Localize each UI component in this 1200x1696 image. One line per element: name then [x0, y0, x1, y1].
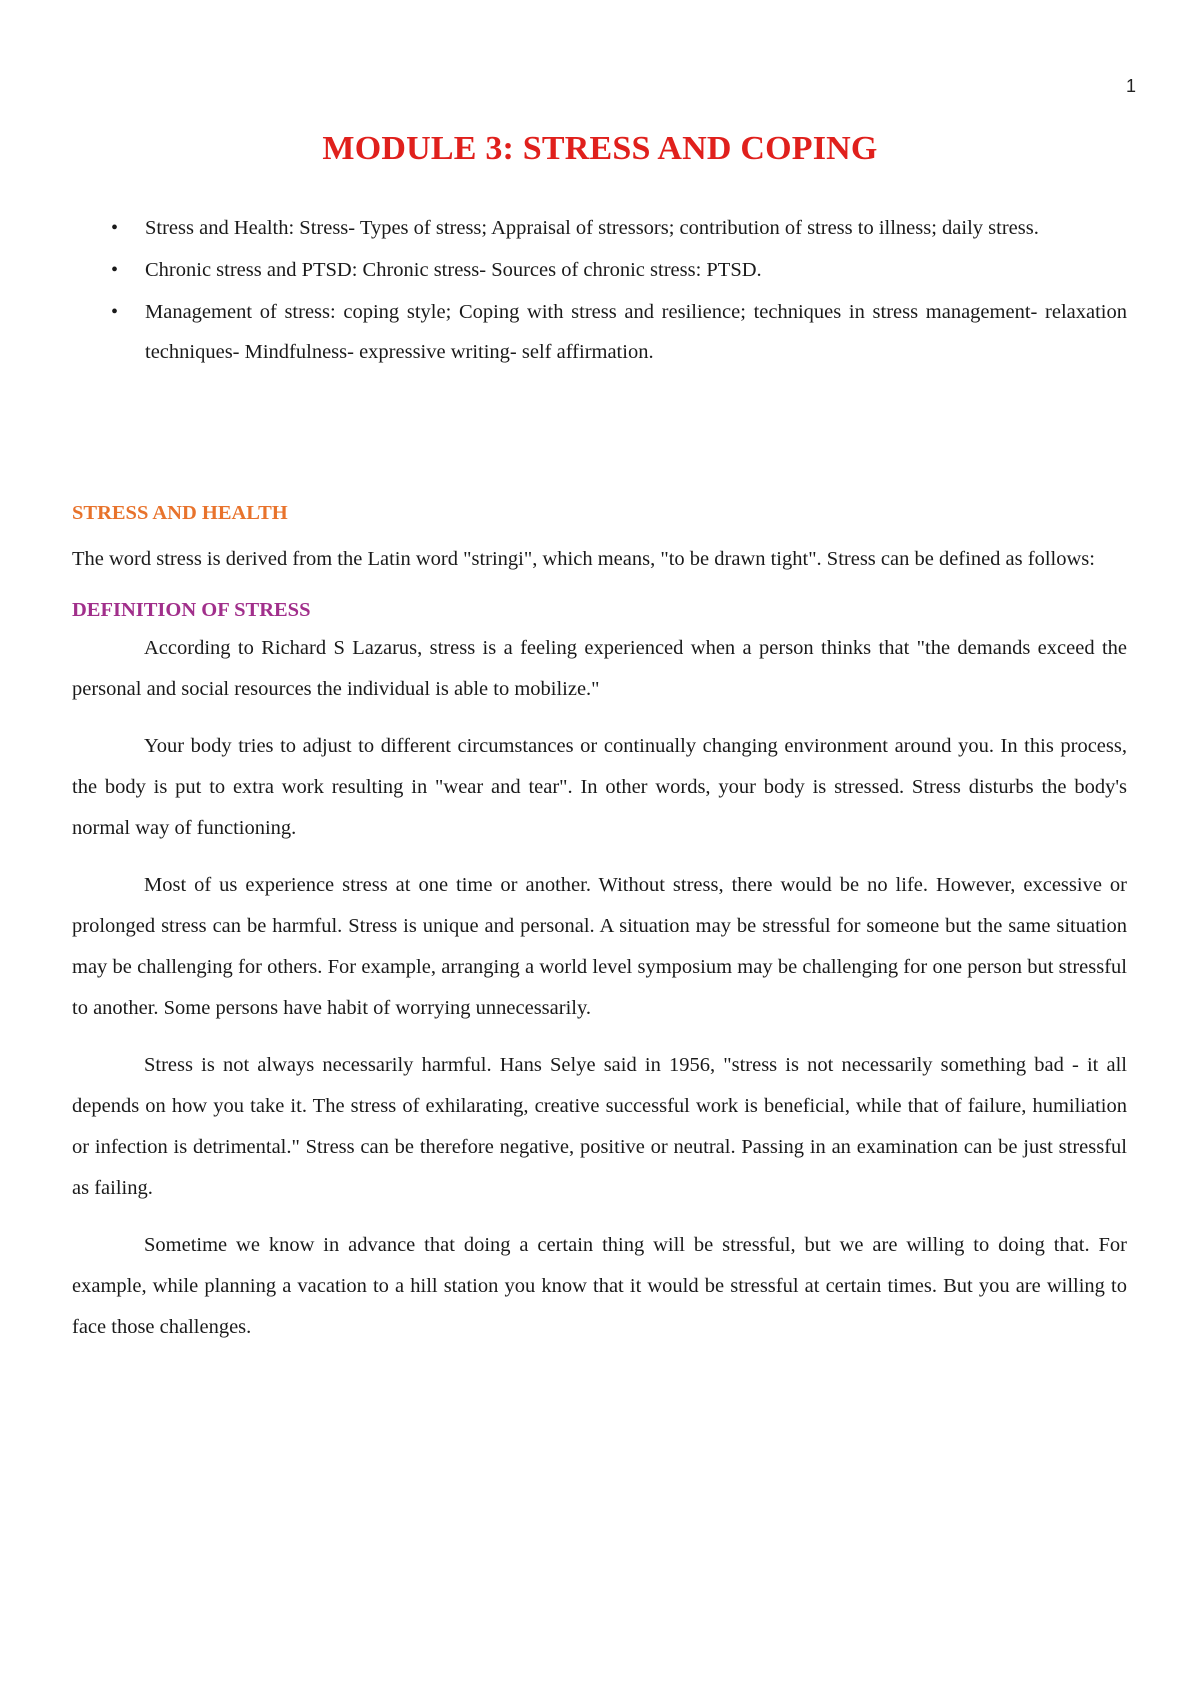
topic-text: Management of stress: coping style; Coping with stress and resilience; techniques in stress management- relaxation techniques- Mindfulness- expressive writing- self affirmation.: [145, 301, 1127, 363]
topic-list: [107, 208, 1127, 374]
body-paragraph: Most of us experience stress at one time or another. Without stress, there would be no life. However, excessive or prolonged stress can be harmful. Stress is unique and personal. A situation may be stressful for someone but the same situation may be challenging for others. For example, arranging a world level symposium may be challenging for one person but stressful to another. Some persons have habit of worrying unnecessarily.: [72, 874, 1127, 1019]
body-paragraph: Stress is not always necessarily harmful. Hans Selye said in 1956, "stress is not necessarily something bad - it all depends on how you take it. The stress of exhilarating, creative successful work is beneficial, while that of failure, humiliation or infection is detrimental." Stress can be therefore negative, positive or neutral. Passing in an examination can be just stressful as failing.: [72, 1054, 1127, 1199]
body-paragraph: Your body tries to adjust to different circumstances or continually changing environment around you. In this process, the body is put to extra work resulting in "wear and tear". In other words, your body is stressed. Stress disturbs the body's normal way of functioning.: [72, 735, 1127, 839]
list-item: [107, 208, 1127, 248]
definition-paragraph: According to Richard S Lazarus, stress is a feeling experienced when a person thinks that "the demands exceed the personal and social resources the individual is able to mobilize.": [72, 637, 1127, 700]
list-item: [107, 250, 1127, 290]
body-paragraph: Sometime we know in advance that doing a certain thing will be stressful, but we are willing to doing that. For example, while planning a vacation to a hill station you know that it would be stressful at certain times. But you are willing to face those challenges.: [72, 1234, 1127, 1338]
section-heading-definition: DEFINITION OF STRESS: [72, 599, 311, 621]
page-title: MODULE 3: STRESS AND COPING: [322, 130, 878, 167]
section-heading-stress-and-health: STRESS AND HEALTH: [72, 502, 288, 524]
bullet-icon: •: [111, 301, 119, 323]
list-item: [107, 292, 1127, 372]
topic-text: Chronic stress and PTSD: Chronic stress- Sources of chronic stress: PTSD.: [145, 259, 762, 281]
topic-text: Stress and Health: Stress- Types of stress; Appraisal of stressors; contribution of stress to illness; daily stress.: [145, 217, 1039, 239]
document-body: [72, 495, 1127, 1364]
page-number: 1: [1125, 76, 1136, 96]
bullet-icon: •: [111, 259, 119, 281]
bullet-icon: •: [111, 217, 119, 239]
intro-paragraph: The word stress is derived from the Latin word "stringi", which means, "to be drawn tight". Stress can be defined as follows:: [72, 548, 1095, 570]
